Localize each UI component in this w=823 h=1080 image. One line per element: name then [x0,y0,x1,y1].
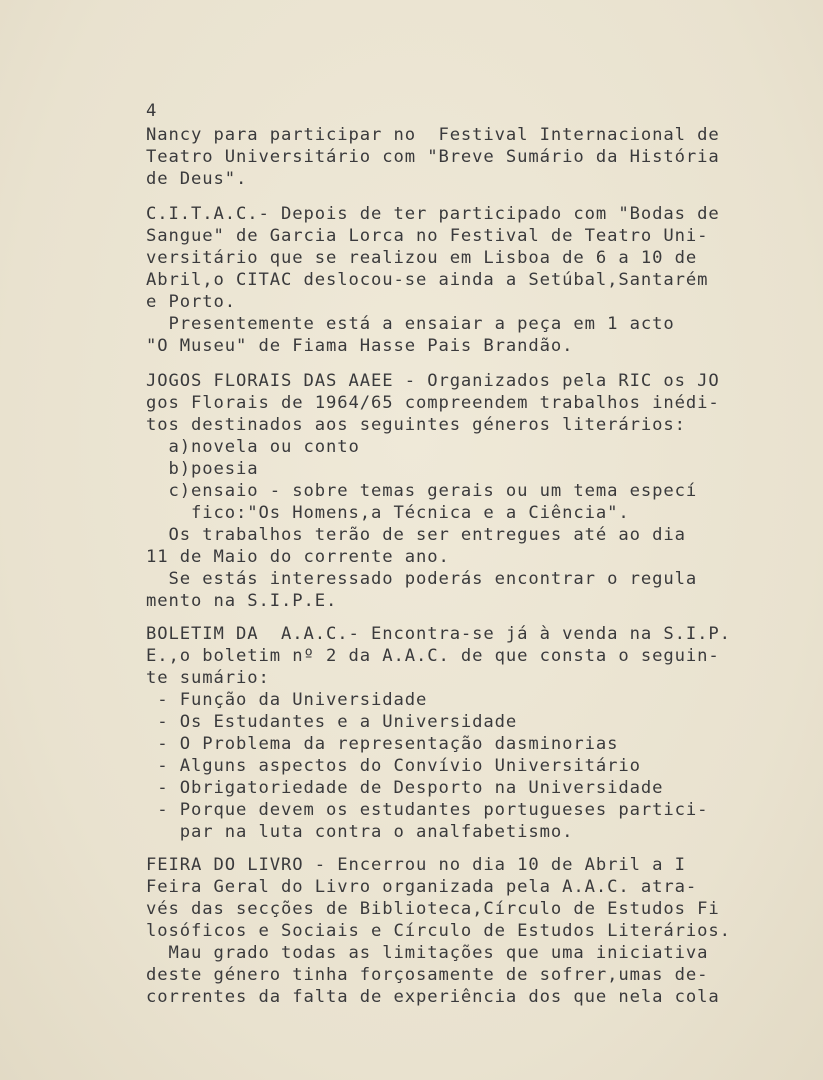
text-line-boletim-heading: BOLETIM DA A.A.C.- Encontra-se já à venda na S.I.P. [146,624,731,644]
text-line: c)ensaio - sobre temas gerais ou um tema especí [146,481,698,501]
text-line: correntes da falta de experiência dos que nela cola [146,987,720,1007]
list-item: par na luta contra o analfabetismo. [146,822,574,842]
text-line: Abril,o CITAC deslocou-se ainda a Setúbal,Santarém [146,270,709,290]
text-line: fico:"Os Homens,a Técnica e a Ciência". [146,503,630,523]
text-line: Feira Geral do Livro organizada pela A.A.C. atra- [146,877,698,897]
list-item: - Obrigatoriedade de Desporto na Universidade [146,778,664,798]
text-line: gos Florais de 1964/65 compreendem trabalhos inédi- [146,393,720,413]
text-line: "O Museu" de Fiama Hasse Pais Brandão. [146,336,574,356]
list-item: - Função da Universidade [146,690,428,710]
text-line: Se estás interessado poderás encontrar o regula [146,569,698,589]
text-line-feira-heading: FEIRA DO LIVRO - Encerrou no dia 10 de Abril a I [146,855,686,875]
text-line: vés das secções de Biblioteca,Círculo de Estudos Fi [146,899,720,919]
text-line: Mau grado todas as limitações que uma iniciativa [146,943,709,963]
text-line: versitário que se realizou em Lisboa de 6 a 10 de [146,248,698,268]
text-line: Os trabalhos terão de ser entregues até ao dia [146,525,686,545]
text-line: deste género tinha forçosamente de sofrer,umas de- [146,965,709,985]
text-line: losóficos e Sociais e Círculo de Estudos Literários. [146,921,731,941]
text-line: Nancy para participar no Festival Internacional de [146,125,720,145]
text-line: de Deus". [146,169,248,189]
text-line: a)novela ou conto [146,437,360,457]
text-line: mento na S.I.P.E. [146,591,338,611]
text-line: Teatro Universitário com "Breve Sumário da História [146,147,720,167]
text-line: Presentemente está a ensaiar a peça em 1 acto [146,314,675,334]
text-line-citac-heading: C.I.T.A.C.- Depois de ter participado com "Bodas de [146,204,720,224]
text-line: tos destinados aos seguintes géneros literários: [146,415,686,435]
text-line: 11 de Maio do corrente ano. [146,547,450,567]
text-line: E.,o boletim nº 2 da A.A.C. de que consta o seguin- [146,646,720,666]
text-line: e Porto. [146,292,236,312]
list-item: - O Problema da representação dasminorias [146,734,619,754]
text-line: te sumário: [146,668,270,688]
list-item: - Alguns aspectos do Convívio Universitário [146,756,641,776]
list-item: - Os Estudantes e a Universidade [146,712,518,732]
text-line: Sangue" de Garcia Lorca no Festival de Teatro Uni- [146,226,709,246]
text-line-jogos-heading: JOGOS FLORAIS DAS AAEE - Organizados pela RIC os JO [146,371,720,391]
list-item: - Porque devem os estudantes portugueses partici- [146,800,709,820]
page-number: 4 [146,101,158,121]
text-line: b)poesia [146,459,259,479]
